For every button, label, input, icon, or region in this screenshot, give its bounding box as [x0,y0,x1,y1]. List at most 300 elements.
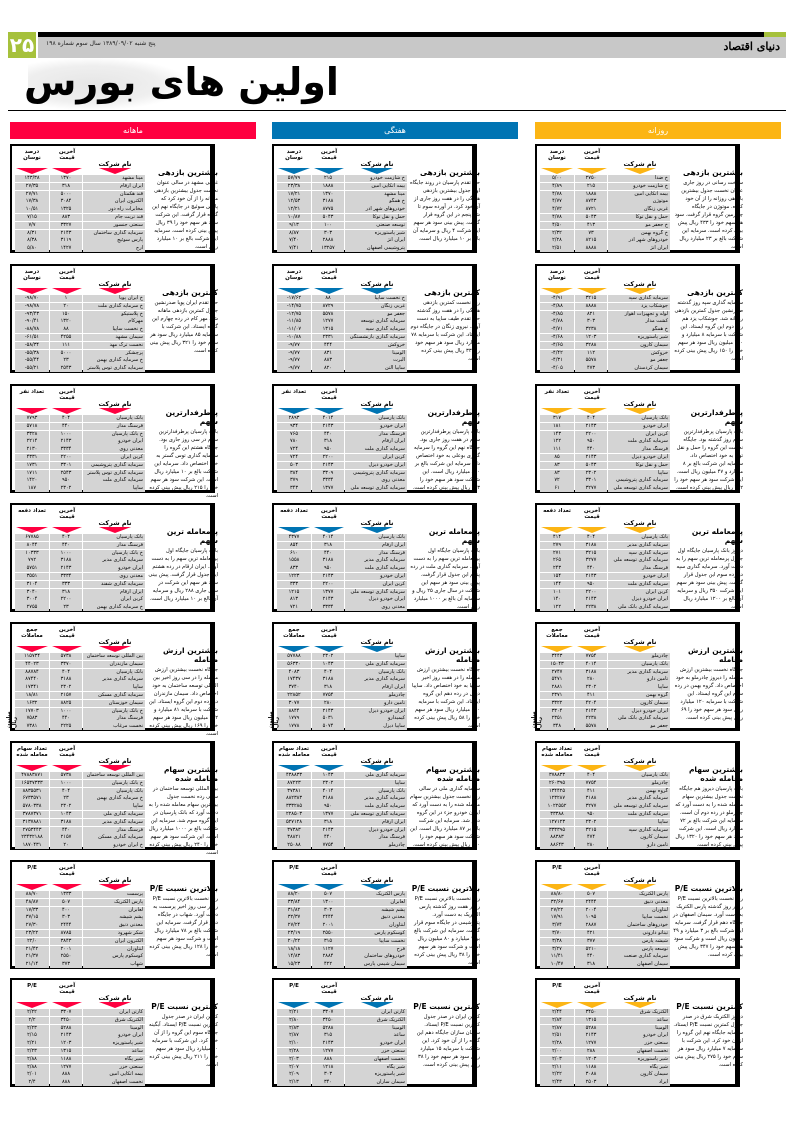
section-body: رده نخست بالاترین نسبت P/E را در سی روز اخیر پرسمت به دست آورد. شهاب در جایگاه دهم قرار گرفت. سرمایه این شرکت بالغ بر ۷۸ میلیارد ریال است و شرکت سود هر سهم خود را ۱۲۸ ریال پیش بینی کرده است. [149,896,218,958]
table-row [15,723,145,730]
cell-company: سیمان کردستان [608,365,670,372]
header-last-price: آخرین قیمت [583,508,601,520]
down-arrow-icon [361,884,393,890]
cell-price: ۱۰۴۳ [50,811,82,818]
cell-price: ۴۰۴ [312,669,344,676]
cell-company: فرسنگ مدار [345,550,407,557]
cell-price: ۲۱۴۳ [312,573,344,580]
down-arrow-icon [624,527,656,533]
table-row [277,1032,407,1039]
table-row [15,542,145,549]
section-description [673,408,743,492]
cell-value: -۴/۷۸ [540,318,574,325]
cell-value: ۲/۳۲ [540,230,574,237]
cell-value: ۲۱/۱۴ [15,961,49,968]
cell-value: ۱۷/۲۱ [277,191,311,198]
cell-value: ۷۵۸۳ [15,715,49,722]
cell-company: بانک پارسیان [345,415,407,422]
cell-price: ۸۲۰ [312,365,344,372]
cell-value: -۴/۶۵ [540,342,574,349]
down-arrow-icon [278,527,310,533]
cell-company: ایران خودرو دیزل [345,462,407,469]
header-company-name: نام شرکت [623,160,657,168]
table-row [540,1079,670,1086]
cell-company: سرمایه گذاری ملت [83,477,145,484]
cell-price: ۳۱۸ [312,542,344,549]
section-body: سرمایه گذاری ملی در سالی رده نخست جدول بیشترین سهام معامله شده را به دست آورد که ایران خودرو جزء در این گروه دهم شد. سرمایه این شرکت بالغ بر ۸۷ میلیارد ریال است. این شرکت سود هر سهم خود را ۱۱۰ ریال پیش بینی کرده است. [410,786,480,848]
table-row [15,1064,145,1071]
cell-value: ۲۸۹۳ [277,415,311,422]
header-value: تعداد دفعه [543,508,571,514]
ranking-box [535,144,743,253]
ranking-box [272,978,480,1087]
cell-price: ۳۴۵۰ [50,1017,82,1024]
cell-company: نخست اصفهان [608,1048,670,1055]
cell-price: ۱۳۲۰ [50,318,82,325]
cell-company: ایران خودرو [83,438,145,445]
table-row [15,423,145,430]
table-row [277,573,407,580]
cell-value: ۳۷۸۸۳۳ [540,772,574,779]
table-row [540,899,670,906]
cell-value: ۱۰/۸۷ [277,214,311,221]
cell-price: ۴۴۰ [575,565,607,572]
cell-company: خ ضدا [608,175,670,182]
table-body [277,772,407,850]
cell-price: ۲۱۴۳ [575,423,607,430]
table-row [277,485,407,492]
cell-value: ۷۲۴ [277,454,311,461]
ranking-section [6,622,256,737]
cell-price: ۳۲۷۷ [575,485,607,492]
down-arrow-icon [52,646,82,652]
cell-price: ۱۱۸۸ [575,1064,607,1071]
cell-price: ۳۱۸۸ [312,795,344,802]
header-value: P/E [552,983,562,989]
table-body [540,772,670,850]
table-row [277,676,407,683]
cell-price: ۳۱۸۸ [575,542,607,549]
cell-value: ۳۰۷۷ [277,700,311,707]
cell-value: -۴/۴۲ [540,350,574,357]
table-row [15,811,145,818]
table-row [277,961,407,968]
cell-value: ۱۸۷ [15,485,49,492]
cell-value: ۲/۸۳ [277,1025,311,1032]
ranking-section [535,978,781,1090]
cell-company: خ سرمایه گذاری بهمن [83,357,145,364]
table-row [15,214,145,221]
cell-price: ۲۱۴۳ [312,423,344,430]
cell-company: حمل و نقل توکا [345,214,407,221]
section-body: سرمایه گذاری سپه روز گذشته صدرنشین جدول کمترین بازدهی روزانه شد. جوشکاب یزد هم رده دوم این گروه ایستاد. این شرکت با سرمایه ۸ میلیارد و ۷۰۰ میلیون ریال سود هر سهم خود را ۱۵۰ ریال پیش بینی کرده است. [674,300,743,362]
down-arrow-icon [99,408,131,414]
header-value: درصد نوسان [548,149,566,161]
cell-price: ۲۱۴۳ [575,708,607,715]
cell-price: ۳۰۳ [312,1071,344,1078]
cell-value: ۸۸۳۸۳ [540,834,574,841]
cell-company: نخست ساپیا [608,914,670,921]
header-value: P/E [289,983,299,989]
ranking-section [531,622,781,734]
cell-company: بیمه اتکایی امین [608,191,670,198]
column-header: هفتگی [272,122,518,139]
cell-company: سرمایه گذاری توس پلاستر [83,470,145,477]
table-row [277,827,407,834]
section-body: رده نخست بالاترین نسبت P/E را در روز گذشته پارس الکتریک به دست آورد. سیمان اصفهان در جایگاه دهم قرار گرفت. سرمایه این شرکت بالغ بر ۳ میلیارد و ۴۹ میلیون ریال است و شرکت سود هر سهم خود را ۳۴۷ ریال پیش بینی کرده است. [673,896,743,958]
table-row [15,334,145,341]
table-row [277,834,407,841]
down-arrow-icon [314,884,344,890]
table-row [15,365,145,372]
table-row [15,788,145,795]
cell-company: سرمایه گذاری مسکن [83,692,145,699]
cell-price: ۸۷۲۱ [575,206,607,213]
cell-company: خ سرمایه گذاری بهمن [83,795,145,802]
cell-value: ۲۲۸۵۲ [277,692,311,699]
table-row [540,303,670,310]
cell-price: ۸۷۴۳ [575,198,607,205]
table-row [277,819,407,826]
table-row [277,899,407,906]
cell-value: ۷۹۲ [15,557,49,564]
cell-company: آلکترون ایران [83,938,145,945]
table-row [15,1025,145,1032]
down-arrow-icon [16,765,48,771]
cell-price: ۱۳۷۰ [312,191,344,198]
cell-value: ۳۷۸۷۳۷۱ [15,811,49,818]
cell-company: سیمان کارون [608,834,670,841]
cell-value: ۱۷۴۳۷ [277,676,311,683]
cell-value: ۲/۲۱ [277,1009,311,1016]
table-body [15,534,145,612]
table-row [15,431,145,438]
header-value: درصد نوسان [23,149,41,161]
cell-price: ۲۲۰۰ [50,454,82,461]
cell-company: سرمایه گذاری توسعه ملی [345,589,407,596]
cell-company: بین المللی توسعه ساختمان [83,772,145,779]
table-row [277,470,407,477]
table-row [277,708,407,715]
section-body: بانک پارسیان پرطرفدارترین سهم در هفت روز جاری بود. جایگاه نهم این گروه را سرمایه گذاری بوعلی به خود اختصاص داد. سرمایه این شرکت بالغ بر ۸۰۰ میلیارد ریال است. این شرکت سود هر سهم خود را ۲۳۳ ریال پیش بینی کرده است. [412,429,480,491]
section-title: بیشترین بازدهی [158,168,218,177]
cell-price: ۴۱۳ [575,222,607,229]
cell-value: ۷۳۸۱ [15,723,49,730]
table-row [277,423,407,430]
table-row [15,922,145,929]
cell-value: ۱۶۳۲ [15,700,49,707]
ranking-section [272,503,518,615]
cell-value: ۳۳۰۴ [540,708,574,715]
page-number: ۲۵ [9,33,35,57]
cell-company: شیر پگاه [608,1064,670,1071]
cell-value: ۳۳۳۸۸ [540,811,574,818]
table-row [540,477,670,484]
cell-price: ۸۸۳ [312,357,344,364]
cell-price: ۳۲۸۸ [575,342,607,349]
table-row [540,295,670,302]
table-row [540,342,670,349]
cell-value: ۲/۱۰ [277,1040,311,1047]
table-row [15,676,145,683]
table-row [540,183,670,190]
table-row [277,1048,407,1055]
cell-company: توسعه پارس [608,946,670,953]
section-title: کمترین نسبت P/E [413,1002,480,1011]
cell-company: سرمایه گذاری بازنشستگی [345,334,407,341]
cell-price: ۲۸۸۷ [575,922,607,929]
cell-price: ۲۸۰ [575,842,607,849]
table-body [15,1009,145,1087]
cell-company: تیتانو دارونی [608,930,670,937]
section-description [410,168,480,243]
cell-price: ۲۴۴۴ [312,914,344,921]
table-row [15,175,145,182]
cell-company: سرمایه گذاری پتروشیمی [83,462,145,469]
table-row [15,477,145,484]
cell-value: ۸۰۴۴ [15,542,49,549]
cell-value: ۲۷۵۳۴۴۳ [15,827,49,834]
down-arrow-icon [624,884,656,890]
cell-company: پارس سوئیچ [83,237,145,244]
cell-value: ۷/۷ [15,222,49,229]
section-body: سوخت رسانی در روز جاری عنوان نخست جدول بیشترین بازدهی روزانه را از آن خود کرده. موتوژن در جایگاه چهارمین گروه قرار گرفت. سود هر سهم خود را ۴۳۳ ریال پیش بینی کرده است. سرمایه این شرکت بالغ بر ۲۳ میلیارد ریال است. [674,180,743,250]
cell-price: ۴۴۴ [312,342,344,349]
table-row [15,661,145,668]
cell-company: آلومینا [345,1025,407,1032]
table-row [540,454,670,461]
table-row [277,245,407,252]
down-arrow-icon [541,168,573,174]
ranking-box [10,860,218,969]
table-row [540,772,670,779]
table-row [15,803,145,810]
cell-price: ۴۴۰ [575,953,607,960]
table-body [540,175,670,253]
cell-value: ۱۴۴ [540,581,574,588]
down-arrow-icon [99,527,131,533]
cell-value: ۵/۰۰ [540,175,574,182]
section-title: بیشترین سهام معامله شده [688,765,743,783]
table-body [540,891,670,969]
table-row [277,230,407,237]
cell-price: ۲۸۰ [312,700,344,707]
section-title: بیشترین سهام معامله شده [425,765,480,783]
table-row [540,604,670,611]
table-row [15,550,145,557]
cell-price: ۲۵۴۳ [50,365,82,372]
cell-company: شیر پگاه [345,1064,407,1071]
cell-company: الکتریک شرق [83,1017,145,1024]
cell-value: ۳۱۳۷۸۸۱ [15,819,49,826]
header-company-name: نام شرکت [98,160,132,168]
cell-value: ۲۳۴۳۲۱۸۸ [15,834,49,841]
table-row [540,669,670,676]
cell-value: ۲۲/۰ [15,938,49,945]
cell-company: خ ایران خودرو [83,842,145,849]
cell-company: ایران ارقام [83,183,145,190]
cell-value: -۹/۷۷ [277,357,311,364]
cell-value: ۱۸۷۰۴۳۱ [15,842,49,849]
table-row [540,1056,670,1063]
cell-company: ایران خودرو دیزل [608,708,670,715]
cell-value: ۳/۳۸ [540,938,574,945]
down-arrow-icon [99,765,131,771]
cell-price: ۸۷۸۵ [50,930,82,937]
cell-price: ۴۷۳ [575,365,607,372]
cell-company: فرسنگ مدار [608,446,670,453]
down-arrow-icon [16,646,48,652]
table-row [540,803,670,810]
section-title: بیشترین بازدهی [683,168,743,177]
header-company-name: نام شرکت [98,757,132,765]
ranking-section [272,384,518,496]
cell-value: ۸۸/۲۰ [277,891,311,898]
cell-value: ۲۳/۱۹ [277,930,311,937]
cell-value: ۴/۷۲ [540,206,574,213]
table-row [540,326,670,333]
down-arrow-icon [577,408,607,414]
ranking-table [540,865,670,968]
cell-value: ۵۷۷۸۸ [277,653,311,660]
cell-value: ۳۰۰۴ [15,596,49,603]
cell-value: ۷۲ [540,477,574,484]
table-row [15,581,145,588]
cell-price: ۵۷۳۸ [50,772,82,779]
header-company-name: نام شرکت [623,519,657,527]
table-row [15,907,145,914]
cell-company: خروکش [608,350,670,357]
cell-company: معدنی روی [345,477,407,484]
ranking-section [272,741,518,853]
cell-value: -۱۷/۶۲ [277,295,311,302]
ranking-table [15,983,145,1086]
cell-price: ۳۸۴۳ [50,938,82,945]
section-body: بانک پارسیان پرطرفدارترین سهم روز گذشته بود. جایگاه نخست این گروه را حمل و نقل توکا به خود اختصاص داد. سرمایه این شرکت بالغ بر ۸ میلیارد و ۴۷ میلیون ریال است. این شرکت سود هر سهم خود را ۲۰۲ ریال پیش بینی کرده است. [674,429,743,491]
cell-value: ۲۷/۳۵ [15,183,49,190]
cell-company: غربی زنگان [608,206,670,213]
cell-value: ۲/۲۸ [540,1040,574,1047]
cell-company: سنعتی خزر [83,1064,145,1071]
table-row [15,1017,145,1024]
table-body [277,415,407,493]
cell-company: مخابرات راه دور [83,206,145,213]
cell-value: -۴/۳۱ [540,357,574,364]
table-row [277,415,407,422]
cell-company: سنعتی خزر [608,1040,670,1047]
table-row [15,669,145,676]
down-arrow-icon [16,408,48,414]
cell-price: ۳۷۳ [50,961,82,968]
header-value: تعداد سهام معامله شده [278,746,310,758]
table-row [540,1064,670,1071]
cell-value: ۴/۵۰ [540,222,574,229]
cell-price: ۳۱۸ [575,961,607,968]
cell-company: سرمایه گذاری توسعه [345,318,407,325]
cell-company: سیمان خوزستان [83,700,145,707]
cell-value: ۱۷۳۱ [15,462,49,469]
table-body [277,653,407,731]
cell-price: ۳۱۸ [50,589,82,596]
cell-price: ۲۵۰۳ [575,1079,607,1086]
cell-value: ۳۴۴۳ [540,653,574,660]
cell-price: ۸۸۸ [50,1079,82,1086]
cell-company: ارج [83,245,145,252]
cell-price: ۲۱۴۳ [575,573,607,580]
cell-value: -۱۱/۸۵ [277,318,311,325]
cell-company: سرمایه گذاری توسعه ملی [608,803,670,810]
table-row [15,834,145,841]
cell-price: ۷۷۵۴ [312,842,344,849]
cell-price: ۲۲۰۰ [312,454,344,461]
cell-value: ۵/۸۰ [15,245,49,252]
cell-price: ۱۰۰۰ [50,431,82,438]
cell-value: ۸۳ [540,462,574,469]
table-row [540,222,670,229]
table-row [540,780,670,787]
table-row [540,653,670,660]
cell-price: ۲۱۴۳ [50,438,82,445]
header-company-name: نام شرکت [360,519,394,527]
table-row [540,827,670,834]
table-row [540,415,670,422]
table-row [277,581,407,588]
header-last-price: آخرین قیمت [58,508,76,520]
cell-company: سرمایه گذاری ملت [345,565,407,572]
cell-value: -۵۵/۳۸ [15,350,49,357]
cell-value: ۲/۸۸ [15,1056,49,1063]
table-row [15,222,145,229]
table-row [540,1017,670,1024]
table-row [540,446,670,453]
ranking-box [272,860,480,969]
section-body: دیروز الکتریک شرق در صدر جدول کمترین نسبت P/E ایستاد. سرمایه جایگاه نهم این گروه را از آن خود کرد. این شرکت با سرمایه ۷ میلیارد ریال سود هر سهم خود را ۲۷۵ ریال پیش بینی کرده است. [673,1014,743,1068]
cell-price: ۸۳۱ [312,350,344,357]
cell-company: کربن ایران [345,454,407,461]
section-body: بانک پارسیان جایگاه اول پرمعامله ترین سهم را به دست آورد. سرمایه گذاری ملت در رده پنجم این جدول قرار گرفت. پیش بینی سود هر سهم این شرکت در سال جاری ۲۵ ریال و سرمایه آن بالغ بر ۱۰۰۰ میلیارد ریال است. [410,548,480,610]
table-row [540,198,670,205]
cell-company: فرسنگ مدار [83,827,145,834]
cell-company: ایران خودرو دیزل [345,596,407,603]
cell-company: سرمایه گذاری مدیر [345,795,407,802]
cell-value: -۹۰/۴۱ [15,318,49,325]
cell-company: خ شازمت خودرو [345,175,407,182]
header-last-price: آخرین قیمت [320,983,338,995]
table-row [15,715,145,722]
table-row [540,961,670,968]
section-description [148,288,218,355]
cell-value: ۲۶۵ [540,557,574,564]
cell-company: غربی زنگان [345,303,407,310]
cell-company: کیمیدارو [345,715,407,722]
ranking-section [535,860,781,972]
cell-value: -۴/۸۸ [540,303,574,310]
cell-company: فرسنگ مدار [345,834,407,841]
cell-company: ایران خودرو دیزل [608,596,670,603]
cell-value: ۸۸۷۸۴ [15,669,49,676]
table-row [277,438,407,445]
table-row [277,326,407,333]
header-company-name: نام شرکت [360,280,394,288]
down-arrow-icon [577,1002,607,1008]
cell-price: ۳۳۰۷ [312,1009,344,1016]
cell-company: سرمایه گذاری مدیر [608,795,670,802]
cell-value: ۱۷۷۰۳ [15,708,49,715]
header-company-name: نام شرکت [360,638,394,646]
ranking-table [540,508,670,611]
table-row [277,237,407,244]
down-arrow-icon [541,884,573,890]
